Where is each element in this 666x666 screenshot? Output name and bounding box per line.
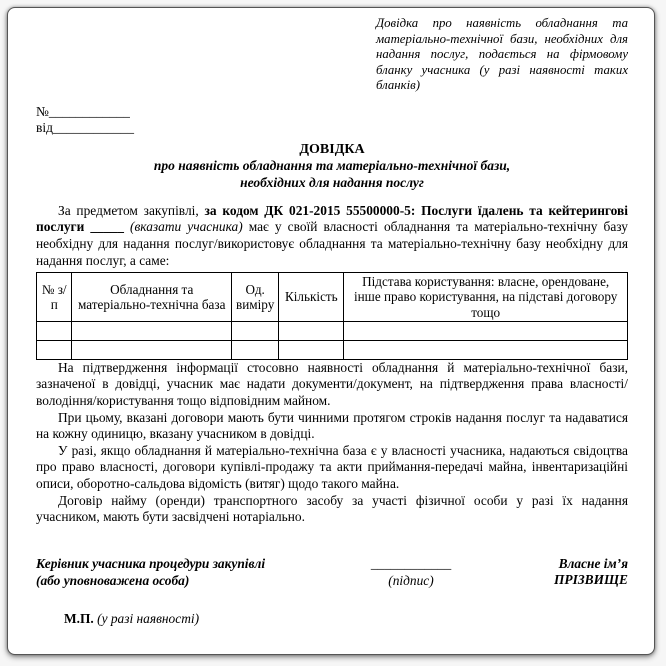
intro-text-normal-1: За предметом закупівлі, [58,202,205,218]
stamp-block [64,611,628,627]
paragraph-vehicle-lease: Договір найму (оренди) транспортного засобу за участі фізичної особи у разі їх надання учасником, мають бути засвідчені нотаріально. [36,492,628,525]
table-cell-empty [232,321,279,340]
doc-number-field: №____________ [36,104,130,120]
signature-caption: (підпис) [388,572,434,588]
stamp-note: (у разі наявності) [97,611,200,627]
doc-subtitle [36,158,628,190]
col-header-unit: Од. виміру [232,273,279,322]
table-cell-empty [344,340,628,359]
signatory-role [36,556,336,590]
paragraph-contracts-validity: При цьому, вказані договори мають бути чинними протягом строків надання послуг та надаватися на кожну одиницю, вказану учасником в довідці. [36,409,628,442]
paragraph-confirmation: На підтвердження інформації стосовно наявності обладнання й матеріально-технічної бази, зазначеної в довідці, учасник має надати документи/документ, на підтвердження права власності/володіння/користування тощо відповідним майном. [36,359,628,408]
doc-title: ДОВІДКА [299,142,365,158]
table-row [37,321,628,340]
terms-paragraphs [36,360,628,526]
table-cell-empty [37,340,72,359]
intro-text-normal-2: має у своїй власності обладнання та матеріально-технічну базу необхідну для надання послуг/використовує обладнання та матеріально-технічну базу необхідну для надання послуг, а саме: [36,219,628,268]
signatory-role-line-1: Керівник учасника процедури закупівлі [36,555,266,571]
table-cell-empty [72,340,232,359]
table-header-row [37,273,628,322]
table-cell-empty [72,321,232,340]
participant-blank-field: _____ [84,219,130,235]
table-cell-empty [37,321,72,340]
intro-procurement-code: за кодом ДК 021-2015 55500000-5: Послуги їдалень та кейтерингові послуги [36,202,628,235]
intro-instruction-italic: (вказати учасника) [130,219,243,235]
doc-date-field: від____________ [36,120,134,136]
table-row [37,340,628,359]
signature-field [336,556,486,590]
table-cell-empty [232,340,279,359]
col-header-equipment: Обладнання та матеріально-технічна база [72,273,232,322]
doc-subtitle-line-2: необхідних для надання послуг [240,174,424,190]
paragraph-ownership-docs: У разі, якщо обладнання й матеріально-технічна база є у власності учасника, надаються свідоцтва про право власності, договори купівлі-продажу та акти приймання-передачі майна, інвентаризаційні описи, оборотно-сальдова відомість (витяг) щодо такого майна. [36,442,628,492]
equipment-table [36,272,628,360]
signature-line: ____________ [370,555,452,571]
reference-block [36,104,628,136]
signature-block [36,556,628,590]
document-page [7,7,655,655]
table-cell-empty [344,321,628,340]
stamp-label: М.П. [64,611,94,627]
col-header-number: № з/п [37,273,72,322]
signatory-name: Власне ім’я ПРІЗВИЩЕ [554,555,628,587]
signatory-role-line-2: (або уповноважена особа) [36,572,190,588]
doc-subtitle-line-1: про наявність обладнання та матеріально-технічної бази, [153,158,511,174]
col-header-quantity: Кількість [279,273,344,322]
table-cell-empty [279,340,344,359]
col-header-basis: Підстава користування: власне, орендоване, інше право користування, на підставі договору тощо [344,273,628,322]
intro-paragraph [36,203,628,269]
header-note: Довідка про наявність обладнання та матеріально-технічної бази, необхідних для надання послуг, подається на фірмовому бланку учасника (у разі наявності таких бланків) [376,16,628,93]
table-cell-empty [279,321,344,340]
